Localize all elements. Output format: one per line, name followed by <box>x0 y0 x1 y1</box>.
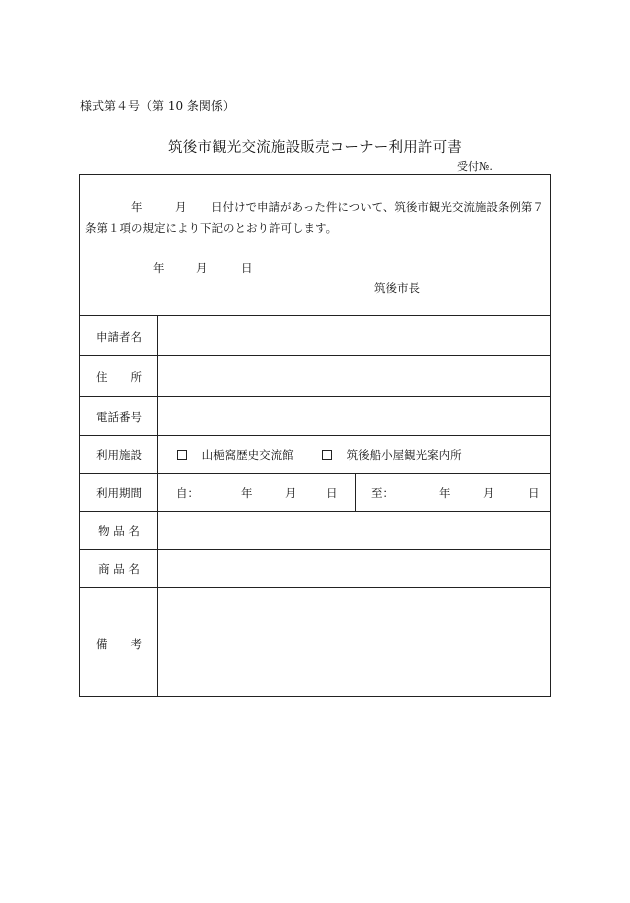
document-title: 筑後市観光交流施設販売コーナー利用許可書 <box>168 140 462 156</box>
receipt-number-label: 受付№. <box>457 160 493 173</box>
facility-option-1[interactable] <box>177 447 294 463</box>
address-field[interactable] <box>158 356 550 396</box>
notice-text-line1: 日付けで申請があった件について、筑後市観光交流施設条例第７ <box>211 200 544 214</box>
period-to-day: 日 <box>528 486 540 500</box>
label-phone: 電話番号 <box>96 410 142 424</box>
period-from-label: 自： <box>176 486 199 500</box>
notice-text-line2: 条第１項の規定により下記のとおり許可します。 <box>85 221 338 235</box>
label-address: 住 所 <box>96 370 142 384</box>
checkbox-icon[interactable] <box>322 450 332 460</box>
issuer-name: 筑後市長 <box>374 281 420 295</box>
remarks-field[interactable] <box>158 588 550 696</box>
notice-month: 月 <box>175 200 187 214</box>
label-facility: 利用施設 <box>96 448 142 462</box>
period-divider <box>355 473 356 511</box>
row-divider <box>80 473 550 474</box>
period-from-month: 月 <box>285 486 297 500</box>
period-to-year: 年 <box>439 486 451 500</box>
label-applicant-name: 申請者名 <box>96 330 142 344</box>
goods-name-field[interactable] <box>158 512 550 549</box>
checkbox-icon[interactable] <box>177 450 187 460</box>
period-from-day: 日 <box>326 486 338 500</box>
label-goods-name: 物 品 名 <box>98 524 140 538</box>
product-name-field[interactable] <box>158 550 550 587</box>
row-divider <box>80 435 550 436</box>
applicant-name-field[interactable] <box>158 316 550 355</box>
issue-date-year: 年 <box>153 261 165 275</box>
facility-option-label: 筑後船小屋観光案内所 <box>346 448 462 462</box>
label-product-name: 商 品 名 <box>98 562 140 576</box>
form-reference: 様式第４号（第 10 条関係） <box>80 99 235 113</box>
label-period: 利用期間 <box>96 486 142 500</box>
period-from-year: 年 <box>241 486 253 500</box>
notice-year: 年 <box>131 200 143 214</box>
phone-field[interactable] <box>158 397 550 435</box>
period-to-month: 月 <box>483 486 495 500</box>
form-table <box>79 174 551 697</box>
label-remarks: 備 考 <box>96 637 142 651</box>
period-to-label: 至： <box>371 486 394 500</box>
facility-option-2[interactable] <box>322 447 462 463</box>
facility-option-label: 山梔窩歴史交流館 <box>201 448 294 462</box>
issue-date-month: 月 <box>196 261 208 275</box>
issue-date-day: 日 <box>241 261 253 275</box>
